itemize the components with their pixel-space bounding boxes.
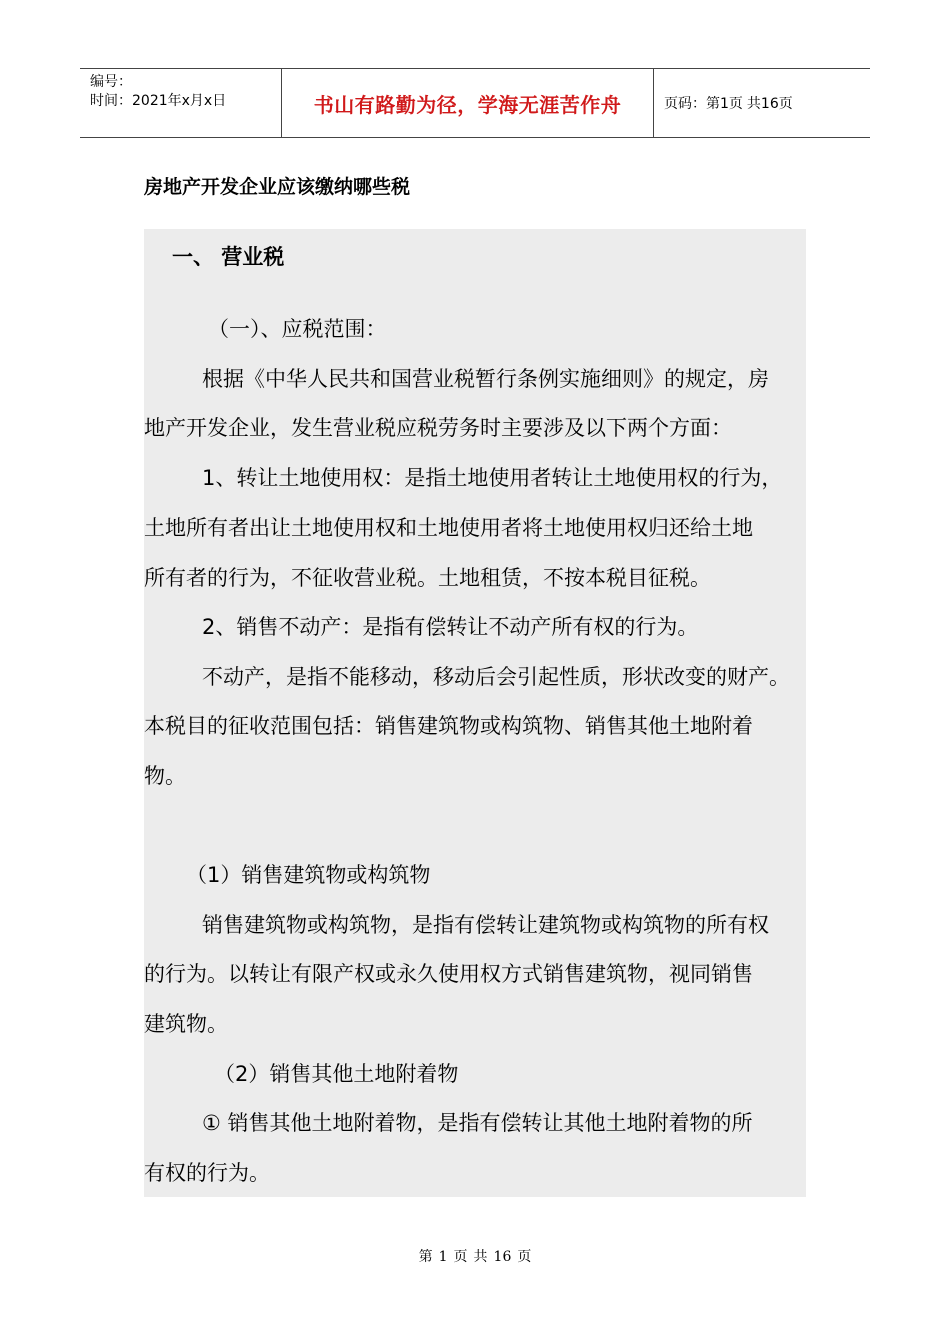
paragraph-line: 2、销售不动产：是指有偿转让不动产所有权的行为。 — [202, 615, 699, 639]
paragraph-line: ① 销售其他土地附着物，是指有偿转让其他土地附着物的所 — [202, 1111, 753, 1135]
doc-date-label: 时间：2021年x月x日 — [90, 93, 227, 109]
paragraph-line: 1、转让土地使用权：是指土地使用者转让土地使用权的行为， — [202, 466, 783, 490]
paragraph-line: 不动产，是指不能移动，移动后会引起性质，形状改变的财产。 — [202, 665, 790, 689]
paragraph-line: 建筑物。 — [144, 1012, 228, 1036]
page-footer — [0, 1246, 950, 1266]
paragraph-line: 地产开发企业，发生营业税应税劳务时主要涉及以下两个方面： — [144, 416, 732, 440]
subsection-heading-scope: （一）、应税范围： — [208, 317, 387, 341]
paragraph-line: 的行为。以转让有限产权或永久使用权方式销售建筑物，视同销售 — [144, 962, 753, 986]
header-page-cell — [654, 69, 870, 137]
header-motto-cell — [282, 69, 654, 137]
paragraph-line: 土地所有者出让土地使用权和土地使用者将土地使用权归还给土地 — [144, 516, 753, 540]
paragraph-line: 根据《中华人民共和国营业税暂行条例实施细则》的规定，房 — [202, 367, 769, 391]
footer-total-number: 16 — [493, 1249, 512, 1265]
paragraph-line: 物。 — [144, 764, 186, 788]
document-title: 房地产开发企业应该缴纳哪些税 — [144, 176, 411, 198]
item-heading-buildings: （1）销售建筑物或构筑物 — [186, 863, 431, 887]
footer-page-number: 1 — [438, 1249, 448, 1265]
paragraph-line: 所有者的行为，不征收营业税。土地租赁，不按本税目征税。 — [144, 566, 711, 590]
footer-total-word: 共 — [473, 1249, 488, 1265]
header-total-label: 共16页 — [746, 96, 793, 112]
footer-page-word: 第 — [418, 1249, 433, 1265]
header-motto: 书山有路勤为径，学海无涯苦作舟 — [313, 92, 622, 117]
paragraph-line: 本税目的征收范围包括：销售建筑物或构筑物、销售其他土地附着 — [144, 714, 753, 738]
item-heading-land-attachments: （2）销售其他土地附着物 — [214, 1062, 459, 1086]
paragraph-line: 有权的行为。 — [144, 1161, 270, 1185]
paragraph-line: 销售建筑物或构筑物，是指有偿转让建筑物或构筑物的所有权 — [202, 913, 769, 937]
footer-total-unit: 页 — [517, 1249, 532, 1265]
page-header — [80, 68, 870, 138]
footer-page-unit: 页 — [453, 1249, 468, 1265]
doc-number-label: 编号： — [90, 74, 132, 90]
header-page-label: 页码：第1页 — [664, 96, 743, 112]
header-info-cell — [80, 69, 282, 137]
section-heading-business-tax: 一、 营业税 — [172, 245, 285, 269]
